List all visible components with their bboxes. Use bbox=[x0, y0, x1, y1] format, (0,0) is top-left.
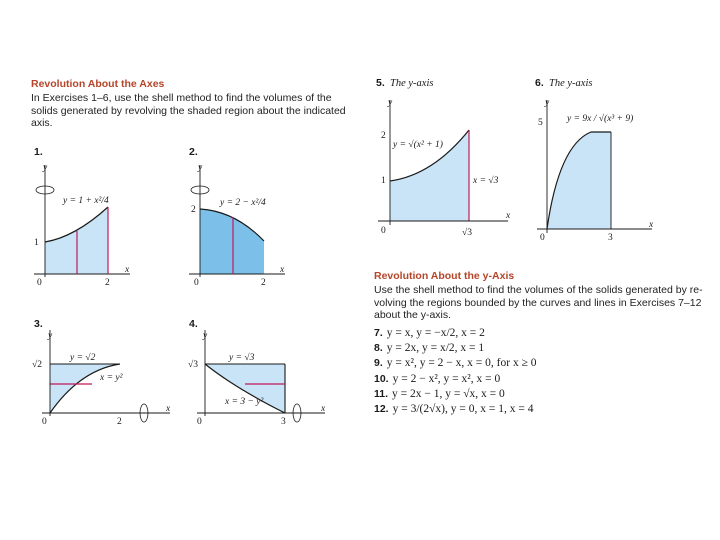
y-axis-label: y bbox=[388, 98, 393, 108]
line-equation: y = √2 bbox=[70, 353, 96, 363]
tick-label: 0 bbox=[37, 278, 42, 288]
curve-equation: y = 1 + x²/4 bbox=[63, 196, 109, 206]
intro-line: volving the regions bounded by the curves and lines in Exercises 7–12 bbox=[374, 296, 702, 309]
line-equation: x = √3 bbox=[473, 176, 499, 186]
section-heading-y-axis: Revolution About the y-Axis bbox=[374, 270, 515, 282]
exercise-number: 7. bbox=[374, 327, 383, 339]
exercise-number: 10. bbox=[374, 372, 389, 385]
exercise-text: y = 2 − x², y = x², x = 0 bbox=[392, 372, 501, 385]
graph-title: The y-axis bbox=[549, 78, 593, 89]
intro-line: axis. bbox=[31, 117, 53, 130]
y-axis-label: y bbox=[545, 98, 550, 108]
intro-line: solids generated by revolving the shaded region about the indicated bbox=[31, 104, 346, 117]
y-axis-intro-paragraph bbox=[374, 284, 704, 322]
graph-number: 6. bbox=[535, 77, 544, 89]
section-heading-axes: Revolution About the Axes bbox=[31, 78, 165, 90]
graph-number: 2. bbox=[189, 146, 198, 158]
curve-equation: y = 9x / √(x³ + 9) bbox=[567, 114, 634, 124]
graph-number: 1. bbox=[34, 146, 43, 158]
exercise-item bbox=[374, 341, 537, 356]
intro-line: about the y-axis. bbox=[374, 309, 452, 322]
tick-label: 2 bbox=[117, 417, 122, 427]
exercise-number: 8. bbox=[374, 342, 383, 355]
tick-label: 1 bbox=[381, 176, 386, 186]
exercise-item bbox=[374, 387, 537, 402]
curve-equation: y = 2 − x²/4 bbox=[220, 198, 266, 208]
tick-label: 0 bbox=[381, 226, 386, 236]
tick-label: 0 bbox=[42, 417, 47, 427]
tick-label: √3 bbox=[462, 228, 472, 238]
exercise-item bbox=[374, 356, 537, 371]
graph-2 bbox=[185, 145, 300, 290]
graph-number: 5. bbox=[376, 77, 385, 89]
tick-label: 0 bbox=[194, 278, 199, 288]
line-equation: y = √3 bbox=[229, 353, 255, 363]
x-axis-label: x bbox=[166, 404, 171, 414]
tick-label: √3 bbox=[188, 360, 198, 370]
tick-label: 2 bbox=[105, 278, 110, 288]
exercise-number: 9. bbox=[374, 357, 383, 370]
graph-6 bbox=[527, 75, 667, 245]
exercise-number: 12. bbox=[374, 403, 389, 416]
exercise-text: y = 3/(2√x), y = 0, x = 1, x = 4 bbox=[392, 403, 534, 416]
graph-1 bbox=[30, 145, 145, 290]
x-axis-label: x bbox=[280, 265, 285, 275]
y-axis-label: y bbox=[43, 163, 48, 173]
x-axis-label: x bbox=[649, 220, 654, 230]
tick-label: 3 bbox=[608, 233, 613, 243]
exercise-text: y = x², y = 2 − x, x = 0, for x ≥ 0 bbox=[386, 357, 537, 370]
exercise-item bbox=[374, 326, 537, 341]
curve-equation: x = y² bbox=[100, 373, 123, 383]
exercise-list bbox=[374, 326, 537, 417]
exercise-text: y = 2x − 1, y = √x, x = 0 bbox=[392, 387, 505, 400]
tick-label: 0 bbox=[197, 417, 202, 427]
intro-line: In Exercises 1–6, use the shell method to find the volumes of the bbox=[31, 92, 332, 104]
x-axis-label: x bbox=[125, 265, 130, 275]
graph-number: 3. bbox=[34, 318, 43, 330]
y-axis-label: y bbox=[48, 331, 53, 341]
intro-paragraph bbox=[31, 92, 351, 130]
y-axis-label: y bbox=[203, 331, 208, 341]
exercise-item bbox=[374, 372, 537, 387]
exercise-number: 11. bbox=[374, 387, 389, 400]
x-axis-label: x bbox=[321, 404, 326, 414]
curve-equation: x = 3 − y² bbox=[225, 397, 264, 407]
tick-label: 2 bbox=[381, 131, 386, 141]
y-axis-label: y bbox=[198, 163, 203, 173]
graph-4 bbox=[185, 318, 335, 430]
graph-number: 4. bbox=[189, 318, 198, 330]
tick-label: √2 bbox=[32, 360, 42, 370]
tick-label: 2 bbox=[191, 205, 196, 215]
tick-label: 2 bbox=[261, 278, 266, 288]
tick-label: 1 bbox=[34, 238, 39, 248]
tick-label: 3 bbox=[281, 417, 286, 427]
graph-5 bbox=[368, 75, 518, 245]
curve-equation: y = √(x² + 1) bbox=[393, 140, 443, 150]
tick-label: 5 bbox=[538, 118, 543, 128]
exercise-item bbox=[374, 402, 537, 417]
x-axis-label: x bbox=[506, 211, 511, 221]
exercise-text: y = 2x, y = x/2, x = 1 bbox=[386, 342, 485, 355]
intro-line: Use the shell method to find the volumes of the solids generated by re- bbox=[374, 284, 703, 296]
tick-label: 0 bbox=[540, 233, 545, 243]
graph-3 bbox=[30, 318, 180, 430]
exercise-text: y = x, y = −x/2, x = 2 bbox=[386, 327, 485, 339]
graph-title: The y-axis bbox=[390, 78, 434, 89]
